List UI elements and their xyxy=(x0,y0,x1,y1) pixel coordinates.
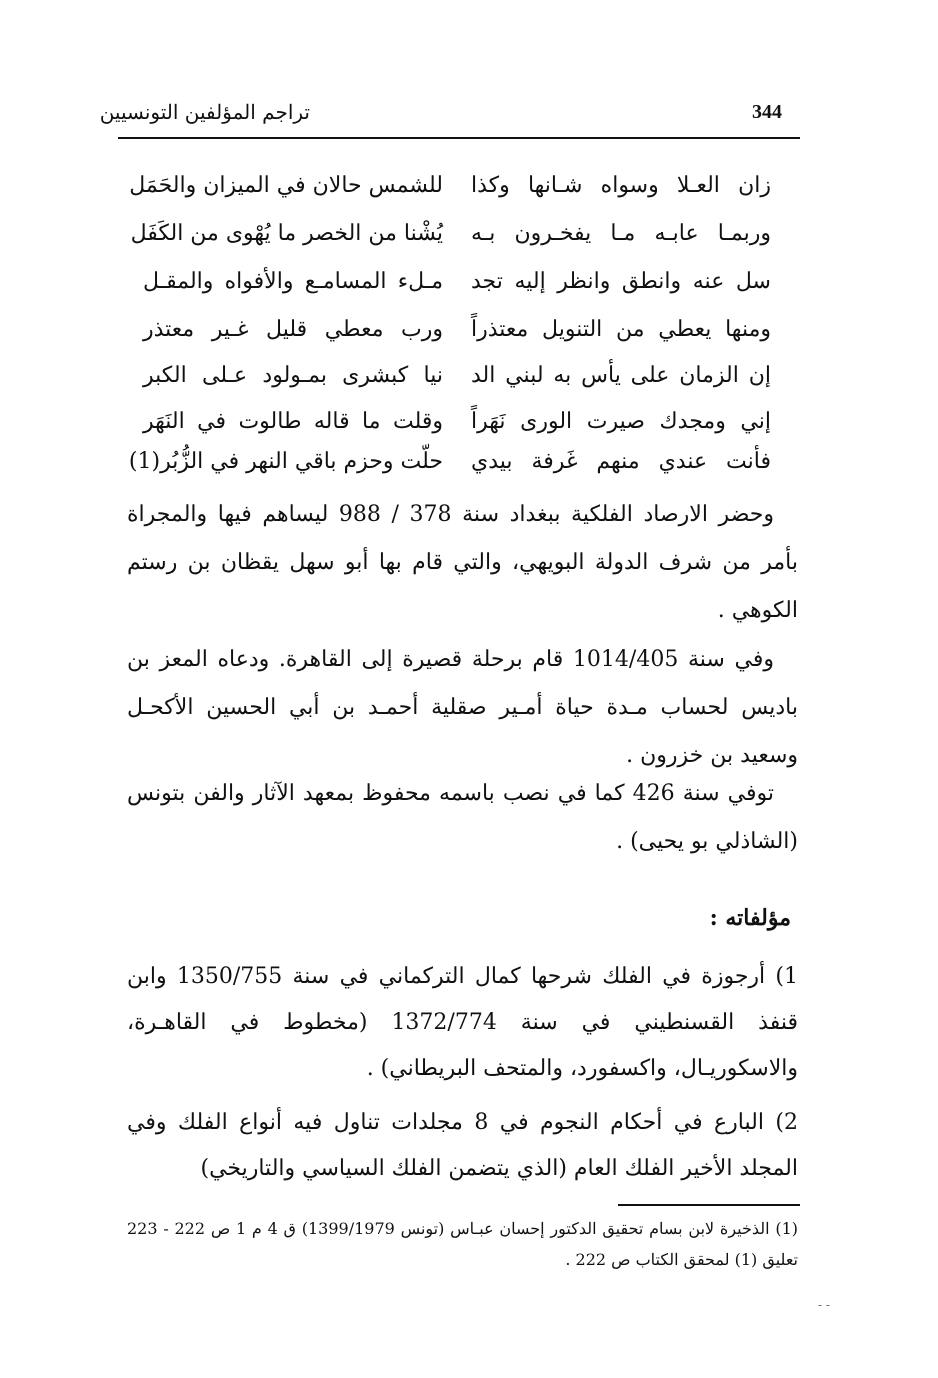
verse-6-first-hemistich: إني ومجدك صيرت الورى نَهَراً xyxy=(471,409,771,434)
work-text: أرجوزة في الفلك شرحها كمال التركماني في سنة 1350/755 وابن قنفذ القسنطيني في سنة 1372/774 (مخطوط في القاهـرة، والاسكوريـال، واكسفورد، والمتحف البريطاني) . xyxy=(127,964,798,1081)
page-number: 344 xyxy=(752,101,782,123)
verse-7-second-hemistich: حلّت وحزم باقي النهر في الزُّبُر(1) xyxy=(128,449,443,474)
verse-5-first-hemistich: إن الزمان على يأس به لبني الد xyxy=(471,363,771,388)
paragraph-death: توفي سنة 426 كما في نصب باسمه محفوظ بمعهد الآثار والفن بتونس (الشاذلي بو يحيى) . xyxy=(127,781,798,854)
work-number: 2) xyxy=(775,1110,798,1135)
verse-1-second-hemistich: للشمس حالان في الميزان والحَمَل xyxy=(129,173,443,198)
work-item-2 xyxy=(127,1100,798,1192)
verse-7-first-hemistich: فأنت عندي منهم غَرفة بيدي xyxy=(471,449,771,474)
verse-2-second-hemistich: يُشْنا من الخصر ما يُهْوى من الكَفَل xyxy=(130,221,443,246)
footnote-rule xyxy=(618,1204,800,1206)
verse-5-second-hemistich: نيا كبشرى بمـولود عـلى الكبر xyxy=(143,363,443,388)
verse-3-second-hemistich: مـلء المسامـع والأفواه والمقـل xyxy=(143,269,443,294)
header-rule xyxy=(118,137,800,139)
paragraph-cairo-trip: وفي سنة 1014/405 قام برحلة قصيرة إلى القاهرة. ودعاه المعز بن باديس لحساب مـدة حياة أمـير صقلية أحمـد بن أبي الحسين الأكحـل وسعيد بن خزرون . xyxy=(127,647,798,768)
verse-2-first-hemistich: وربمـا عابـه مـا يفخـرون بـه xyxy=(471,221,771,246)
paragraph-observatory: وحضر الارصاد الفلكية ببغداد سنة 378 / 988 ليساهم فيها والمجراة بأمر من شرف الدولة البويهي، والتي قام بها أبو سهل يقظان بن رستم الكوهي . xyxy=(127,502,798,623)
verse-3-first-hemistich: سل عنه وانطق وانظر إليه تجد xyxy=(471,269,771,294)
work-item-1 xyxy=(127,954,798,1092)
verse-4-second-hemistich: ورب معطي قليل غـير معتذر xyxy=(143,317,443,342)
corner-mark: - - xyxy=(818,1298,830,1312)
running-header-title: تراجم المؤلفين التونسيين xyxy=(99,100,310,124)
work-number: 1) xyxy=(775,964,798,989)
works-heading: مؤلفاته : xyxy=(709,905,791,931)
verse-4-first-hemistich: ومنها يعطي من التنويل معتذراً xyxy=(471,317,771,342)
verse-6-second-hemistich: وقلت ما قاله طالوت في النَهَر xyxy=(143,409,443,434)
verse-1-first-hemistich: زان العـلا وسواه شـانها وكذا xyxy=(471,173,771,198)
footnote: (1) الذخيرة لابن بسام تحقيق الدكتور إحسان عبـاس (تونس 1399/1979) ق 4 م 1 ص 222 - 223 تعليق (1) لمحقق الكتاب ص 222 . xyxy=(127,1219,799,1269)
work-text: البارع في أحكام النجوم في 8 مجلدات تناول فيه أنواع الفلك وفي المجلد الأخير الفلك العام (الذي يتضمن الفلك السياسي والتاريخي) xyxy=(127,1110,798,1181)
